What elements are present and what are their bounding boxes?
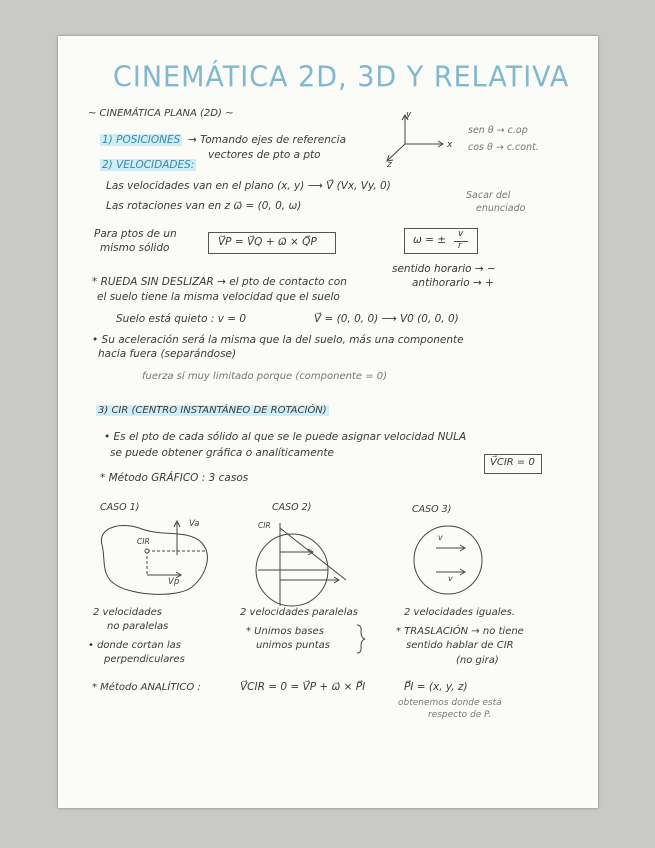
sentido-note-b: antihorario → + xyxy=(412,277,494,289)
aceleracion-line-2: hacia fuera (separándose) xyxy=(98,348,237,360)
item-velocities-label: 2) VELOCIDADES: xyxy=(102,159,195,171)
item-positions-label: 1) POSICIONES xyxy=(102,134,181,146)
caso-2-desc-c: unimos puntas xyxy=(256,640,330,651)
caso-2-desc-a: 2 velocidades paralelas xyxy=(240,607,358,618)
aceleracion-line-1: • Su aceleración será la misma que la del suelo, más una componente xyxy=(92,334,464,346)
cir-box-text: V⃗CIR = 0 xyxy=(490,457,535,468)
velocities-line-1: Las velocidades van en el plano (x, y) ⟶ V⃗ (Vx, Vy, 0) xyxy=(106,180,391,192)
sentido-note-a: sentido horario → − xyxy=(392,263,496,275)
solid-points-note-b: mismo sólido xyxy=(100,242,170,254)
pi-vector: P⃗I = (x, y, z) xyxy=(404,681,468,693)
analitico-equation: V⃗CIR = 0 = V⃗P + ω⃗ × P⃗I xyxy=(240,681,366,693)
page-title: CINEMÁTICA 2D, 3D Y RELATIVA xyxy=(113,61,570,94)
item-positions-text-b: vectores de pto a pto xyxy=(208,149,321,161)
caso-2-diagram xyxy=(250,520,360,610)
caso-1-title: CASO 1) xyxy=(100,502,140,513)
fuerza-note: fuerza sí muy limitado porque (componente = 0) xyxy=(142,371,388,382)
trig-cos-note: cos θ → c.cont. xyxy=(468,142,539,153)
pi-note-b: respecto de P. xyxy=(428,710,492,720)
item-positions-text-a: → Tomando ejes de referencia xyxy=(188,134,347,146)
caso-3-desc-b: * TRASLACIÓN → no tiene xyxy=(396,626,524,637)
sacar-note-b: enunciado xyxy=(476,203,526,214)
sacar-note-a: Sacar del xyxy=(466,190,511,201)
rueda-line-1: * RUEDA SIN DESLIZAR → el pto de contacto con xyxy=(92,276,347,288)
formula-vp: V⃗P = V⃗Q + ω⃗ × Q⃗P xyxy=(218,236,317,248)
trig-sin-note: sen θ → c.op xyxy=(468,125,528,136)
caso-3-desc-c: sentido hablar de CIR xyxy=(406,640,514,651)
caso-2-desc-b: * Unimos bases xyxy=(246,626,324,637)
rueda-line-2: el suelo tiene la misma velocidad que el suelo xyxy=(97,291,340,303)
caso-1-desc-a: 2 velocidades xyxy=(93,607,162,618)
metodo-grafico: * Método GRÁFICO : 3 casos xyxy=(100,472,249,484)
item-cir-label: 3) CIR (CENTRO INSTANTÁNEO DE ROTACIÓN) xyxy=(98,405,327,416)
caso-3-desc-a: 2 velocidades iguales. xyxy=(404,607,516,618)
caso-2-cir-label: CIR xyxy=(258,521,271,530)
caso-3-v-label-2: v xyxy=(448,574,453,583)
cir-definition-2: se puede obtener gráfica o analíticamente xyxy=(110,447,334,459)
suelo-quieto: Suelo está quieto : v = 0 xyxy=(116,313,247,325)
pi-note-a: obtenemos donde está xyxy=(398,698,502,708)
axis-label-z: z xyxy=(387,160,392,170)
caso-1-desc-d: perpendiculares xyxy=(104,654,185,665)
caso-3-diagram xyxy=(408,520,498,600)
section-heading-plana: ~ CINEMÁTICA PLANA (2D) ~ xyxy=(88,108,234,119)
caso-1-diagram xyxy=(92,515,222,605)
caso-1-desc-c: • donde cortan las xyxy=(88,640,181,651)
caso-1-vp-label: Vp xyxy=(168,577,180,587)
axis-label-x: x xyxy=(447,140,453,150)
velocities-line-2: Las rotaciones van en z ω⃗ = (0, 0, ω) xyxy=(106,200,302,212)
caso-3-title: CASO 3) xyxy=(412,504,452,515)
formula-omega-lhs: ω = ± xyxy=(413,234,447,246)
caso-1-cir-label: CIR xyxy=(137,537,150,546)
solid-points-note-a: Para ptos de un xyxy=(94,228,177,240)
caso-2-title: CASO 2) xyxy=(272,502,312,513)
axis-label-y: y xyxy=(406,110,412,120)
caso-3-v-label-1: v xyxy=(438,533,443,542)
caso-3-desc-d: (no gira) xyxy=(456,655,499,666)
suelo-vector: V⃗ = (0, 0, 0) ⟶ V0 (0, 0, 0) xyxy=(314,313,459,325)
formula-omega-num: v xyxy=(458,229,464,239)
caso-1-va-label: Va xyxy=(189,519,200,529)
formula-omega-den: r xyxy=(458,241,462,251)
brace-mark xyxy=(356,624,366,654)
caso-1-desc-b: no paralelas xyxy=(107,621,169,632)
metodo-analitico: * Método ANALÍTICO : xyxy=(92,682,201,693)
cir-definition-1: • Es el pto de cada sólido al que se le puede asignar velocidad NULA xyxy=(104,431,467,443)
